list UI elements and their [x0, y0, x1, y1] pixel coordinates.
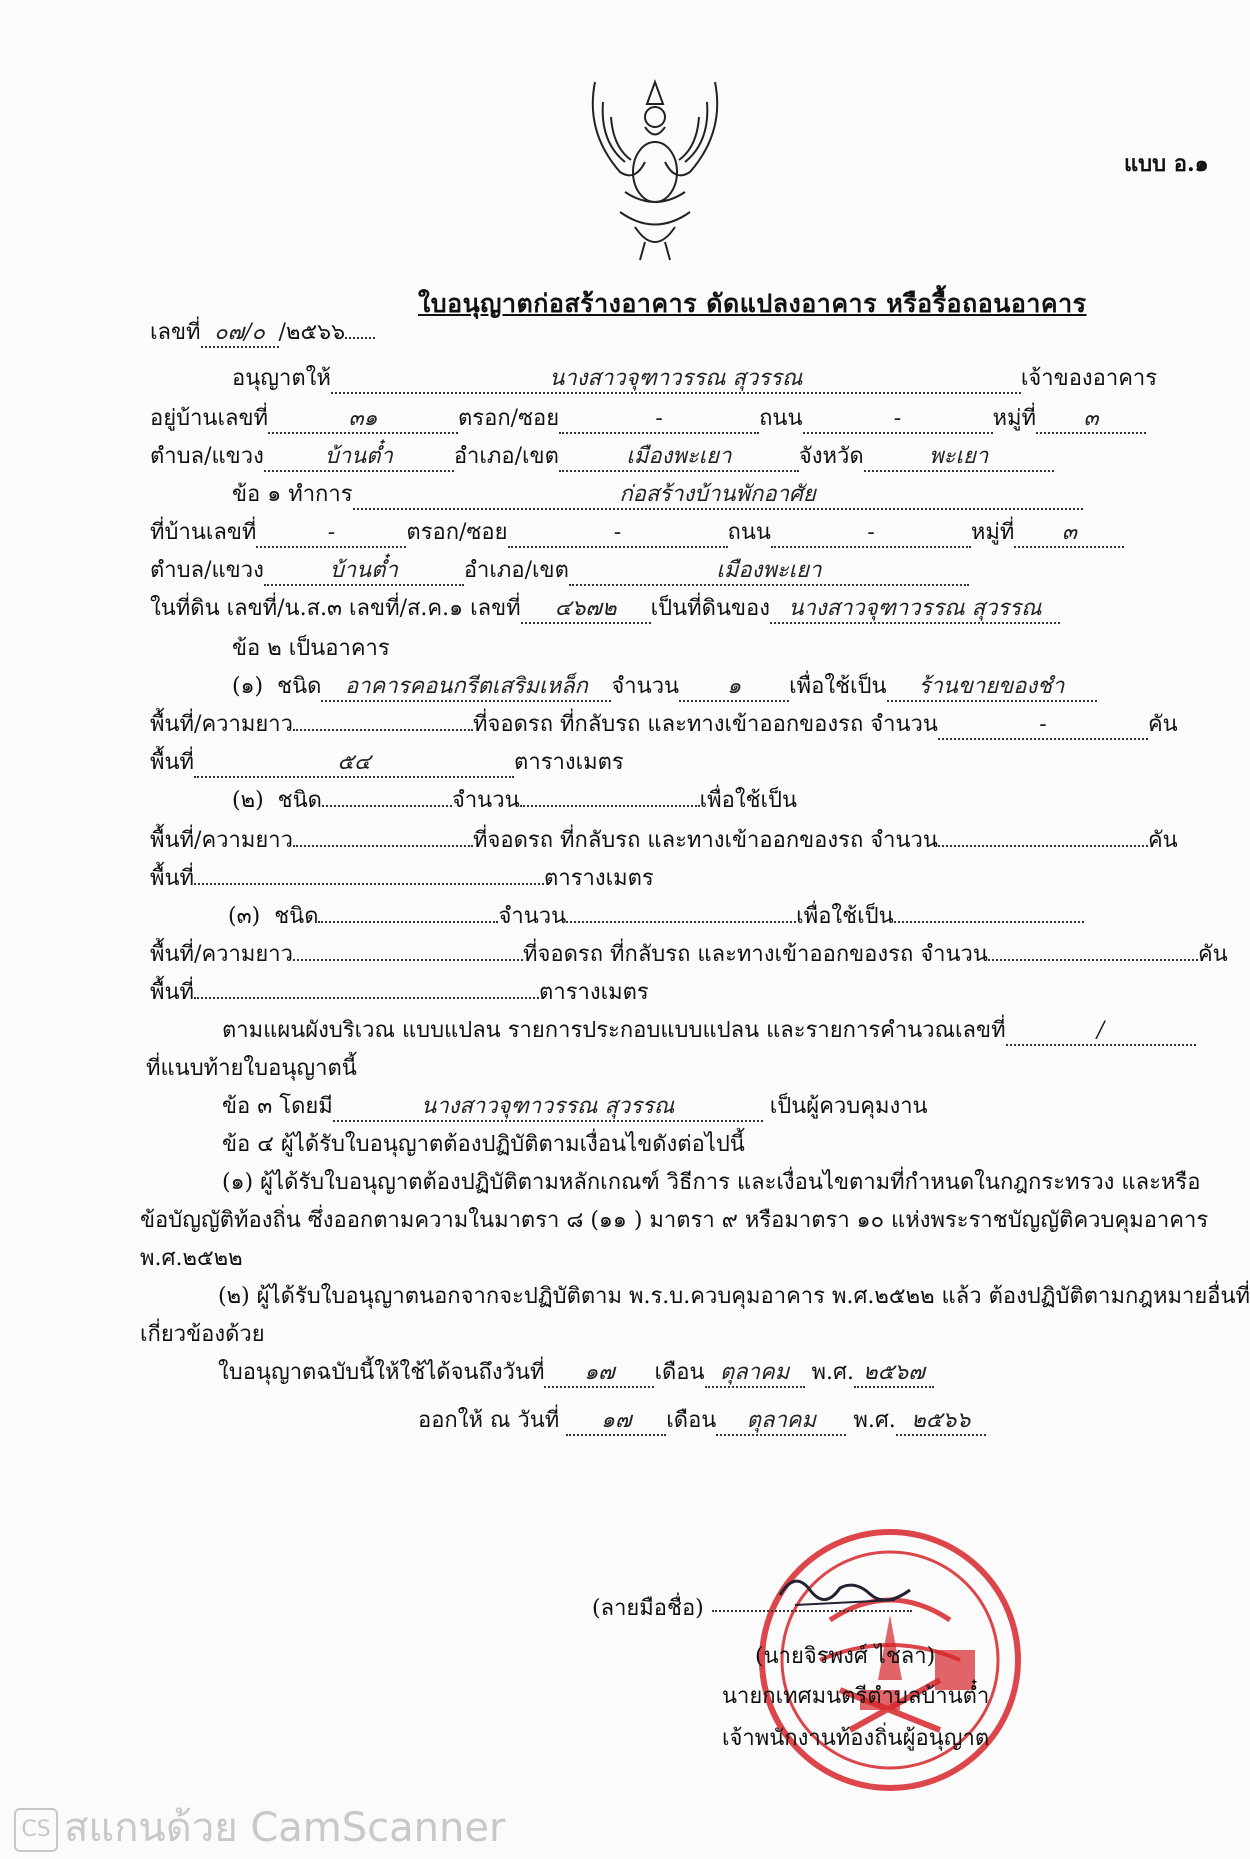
validity-label: ใบอนุญาตฉบับนี้ให้ใช้ได้จนถึงวันที่ — [218, 1360, 545, 1385]
building-3-type-row — [228, 902, 1084, 932]
building-1-count: ๑ — [679, 674, 789, 702]
building-2-count — [520, 805, 700, 807]
issued-label: ออกให้ ณ วันที่ — [418, 1408, 560, 1433]
issued-month: ตุลาคม — [716, 1408, 846, 1436]
camscanner-text: สแกนด้วย CamScanner — [64, 1805, 506, 1851]
building-2-car-unit: คัน — [1147, 828, 1178, 853]
province-label: จังหวัด — [798, 444, 864, 469]
land-number: ๔๖๗๒ — [521, 596, 651, 624]
land-row — [150, 594, 1060, 624]
site-district: เมืองพะเยา — [569, 558, 969, 586]
building-1-type-row — [232, 672, 1097, 702]
building-3-sqm-unit: ตารางเมตร — [539, 980, 649, 1005]
document-title: ใบอนุญาตก่อสร้างอาคาร ดัดแปลงอาคาร หรือรื้อถอนอาคาร — [418, 289, 1087, 318]
building-1-area-label: พื้นที่ — [150, 750, 195, 775]
clause1-row — [232, 480, 1083, 510]
building-2-parking-row — [150, 826, 1178, 856]
issued-row — [418, 1406, 986, 1436]
building-1-area-row — [150, 748, 624, 778]
clause4-c2-line2: เกี่ยวข้องด้วย — [140, 1322, 265, 1347]
plans-text: ตามแผนผังบริเวณ แบบแปลน รายการประกอบแบบแปลน และรายการคำนวณเลขที่ — [222, 1018, 1006, 1043]
building-1-parking: - — [938, 712, 1148, 740]
district-label: อำเภอ/เขต — [453, 444, 559, 469]
camscanner-logo-icon: CS — [14, 1808, 58, 1852]
grantee-suffix: เจ้าของอาคาร — [1020, 366, 1158, 391]
district-value: เมืองพะเยา — [559, 444, 799, 472]
site-row-2 — [150, 556, 969, 586]
signature-label: (ลายมือชื่อ) — [592, 1596, 704, 1621]
land-owner-label: เป็นที่ดินของ — [650, 596, 770, 621]
subdistrict-value: บ้านต๋ำ — [264, 444, 454, 472]
subdistrict-label: ตำบล/แขวง — [150, 444, 264, 469]
building-3-count — [566, 921, 796, 923]
building-1-type: อาคารคอนกรีตเสริมเหล็ก — [321, 674, 611, 702]
form-code: แบบ อ.๑ — [1124, 151, 1209, 177]
building-2-sqm-unit: ตารางเมตร — [544, 866, 654, 891]
building-3-count-label: จำนวน — [498, 904, 567, 929]
site-road-label: ถนน — [727, 520, 771, 545]
building-1-no: (๑) — [232, 674, 264, 699]
building-1-area-length — [293, 729, 473, 731]
alley-label: ตรอก/ซอย — [458, 406, 560, 431]
permit-number-row — [150, 318, 375, 348]
clause4-c1-line1: (๑) ผู้ได้รับใบอนุญาตต้องปฏิบัติตามหลักเกณฑ์ วิธีการ และเงื่อนไขตามที่กำหนดในกฎกระทรวง และหรือ — [222, 1170, 1201, 1195]
clause3-row — [222, 1092, 928, 1122]
validity-month-label: เดือน — [654, 1360, 705, 1385]
building-1-sqm-unit: ตารางเมตร — [514, 750, 624, 775]
building-1-parking-label: ที่จอดรถ ที่กลับรถ และทางเข้าออกของรถ จำนวน — [472, 712, 938, 737]
building-2-use-label: เพื่อใช้เป็น — [699, 788, 798, 813]
grantee-row — [232, 364, 1157, 394]
building-3-no: (๓) — [228, 904, 261, 929]
plans-number: / — [1006, 1018, 1196, 1046]
site-house-label: ที่บ้านเลขที่ — [150, 520, 257, 545]
building-2-area-row — [150, 864, 654, 894]
building-2-area-length — [293, 845, 473, 847]
land-owner: นางสาวจุฑาวรรณ สุวรรณ — [770, 596, 1060, 624]
plans-attached: ที่แนบท้ายใบอนุญาตนี้ — [146, 1056, 357, 1081]
building-1-car-unit: คัน — [1147, 712, 1178, 737]
site-moo: ๓ — [1014, 520, 1124, 548]
building-2-type — [322, 805, 452, 807]
signatory-position-1: นายกเทศมนตรีตำบลบ้านต๋ำ — [722, 1684, 990, 1709]
land-label: ในที่ดิน เลขที่/น.ส.๓ เลขที่/ส.ค.๑ เลขที่ — [150, 596, 521, 621]
building-3-area — [194, 997, 539, 999]
issued-day: ๑๗ — [566, 1408, 666, 1436]
building-3-type-label: ชนิด — [274, 904, 319, 929]
building-3-parking-label: ที่จอดรถ ที่กลับรถ และทางเข้าออกของรถ จำนวน — [522, 942, 988, 967]
building-2-no: (๒) — [232, 788, 264, 813]
site-district-label: อำเภอ/เขต — [463, 558, 569, 583]
building-1-area: ๕๔ — [194, 750, 514, 778]
site-road: - — [771, 520, 971, 548]
building-3-area-length — [293, 959, 523, 961]
clause4-c2-line1: (๒) ผู้ได้รับใบอนุญาตนอกจากจะปฏิบัติตาม พ.ร.บ.ควบคุมอาคาร พ.ศ.๒๕๒๒ แล้ว ต้องปฏิบัติตามกฎหมายอื่นที่ — [218, 1284, 1250, 1309]
site-house: - — [256, 520, 406, 548]
grantee-name: นางสาวจุฑาวรรณ สุวรรณ — [331, 366, 1021, 394]
site-row-1 — [150, 518, 1124, 548]
issued-month-label: เดือน — [666, 1408, 717, 1433]
clause4-c1-line3: พ.ศ.๒๕๒๒ — [140, 1246, 243, 1271]
house-number: ๓๑ — [268, 406, 458, 434]
permit-year: /๒๕๖๖ — [278, 320, 346, 345]
clause4-label: ข้อ ๔ ผู้ได้รับใบอนุญาตต้องปฏิบัติตามเงื่อนไขดังต่อไปนี้ — [222, 1132, 745, 1157]
building-3-parking — [988, 959, 1198, 961]
building-1-parking-row — [150, 710, 1178, 740]
site-subdistrict: บ้านต๋ำ — [264, 558, 464, 586]
building-3-use-label: เพื่อใช้เป็น — [796, 904, 894, 929]
road-label: ถนน — [759, 406, 803, 431]
building-3-car-unit: คัน — [1197, 942, 1228, 967]
validity-month: ตุลาคม — [705, 1360, 805, 1388]
building-2-area-label: พื้นที่ — [150, 866, 195, 891]
building-2-parking-label: ที่จอดรถ ที่กลับรถ และทางเข้าออกของรถ จำนวน — [472, 828, 938, 853]
building-3-area-length-label: พื้นที่/ความยาว — [150, 942, 293, 967]
building-2-type-label: ชนิด — [277, 788, 322, 813]
site-alley: - — [508, 520, 728, 548]
clause3-suffix: เป็นผู้ควบคุมงาน — [769, 1094, 928, 1119]
building-3-area-label: พื้นที่ — [150, 980, 195, 1005]
building-1-type-label: ชนิด — [277, 674, 322, 699]
clause1-label: ข้อ ๑ ทำการ — [232, 482, 353, 507]
building-3-type — [318, 921, 498, 923]
site-alley-label: ตรอก/ซอย — [406, 520, 508, 545]
permit-number-value: ๐๗/๐ — [201, 320, 279, 348]
building-1-area-length-label: พื้นที่/ความยาว — [150, 712, 293, 737]
building-3-area-row — [150, 978, 649, 1008]
signatory-name: (นายจิรพงศ์ ไชลา) — [755, 1644, 936, 1669]
building-2-count-label: จำนวน — [451, 788, 520, 813]
road-value: - — [803, 406, 993, 434]
address-row-1 — [150, 404, 1146, 434]
validity-day: ๑๗ — [544, 1360, 654, 1388]
clause3-label: ข้อ ๓ โดยมี — [222, 1094, 333, 1119]
validity-row — [218, 1358, 934, 1388]
building-3-use — [894, 921, 1084, 923]
building-2-parking — [938, 845, 1148, 847]
alley-value: - — [559, 406, 759, 434]
issued-year: ๒๕๖๖ — [896, 1408, 986, 1436]
camscanner-watermark — [14, 1795, 505, 1859]
permit-year-filler — [345, 337, 375, 339]
issued-year-label: พ.ศ. — [853, 1408, 896, 1433]
building-1-use-label: เพื่อใช้เป็น — [789, 674, 887, 699]
permit-number-label: เลขที่ — [150, 320, 201, 345]
signatory-position-2: เจ้าพนักงานท้องถิ่นผู้อนุญาต — [722, 1726, 990, 1751]
plans-row — [222, 1016, 1196, 1046]
moo-value: ๓ — [1036, 406, 1146, 434]
building-2-area-length-label: พื้นที่/ความยาว — [150, 828, 293, 853]
building-1-count-label: จำนวน — [611, 674, 680, 699]
building-3-parking-row — [150, 940, 1228, 970]
clause3-name: นางสาวจุฑาวรรณ สุวรรณ — [333, 1094, 763, 1122]
building-2-area — [194, 883, 544, 885]
building-2-type-row — [232, 786, 797, 816]
site-moo-label: หมู่ที่ — [970, 520, 1015, 545]
handwritten-signature — [775, 1560, 915, 1620]
site-subdistrict-label: ตำบล/แขวง — [150, 558, 264, 583]
clause2-label: ข้อ ๒ เป็นอาคาร — [232, 636, 390, 661]
house-label: อยู่บ้านเลขที่ — [150, 406, 269, 431]
building-1-use: ร้านขายของชำ — [887, 674, 1097, 702]
moo-label: หมู่ที่ — [992, 406, 1037, 431]
validity-year: ๒๕๖๗ — [854, 1360, 934, 1388]
validity-year-label: พ.ศ. — [811, 1360, 854, 1385]
clause4-c1-line2: ข้อบัญญัติท้องถิ่น ซึ่งออกตามความในมาตรา ๘ (๑๑ ) มาตรา ๙ หรือมาตรา ๑๐ แห่งพระราชบัญญัติควบคุมอาคาร — [140, 1208, 1209, 1233]
province-value: พะเยา — [864, 444, 1054, 472]
clause1-action: ก่อสร้างบ้านพักอาศัย — [353, 482, 1083, 510]
grantee-label: อนุญาตให้ — [232, 366, 331, 391]
address-row-2 — [150, 442, 1054, 472]
garuda-emblem — [565, 62, 745, 262]
